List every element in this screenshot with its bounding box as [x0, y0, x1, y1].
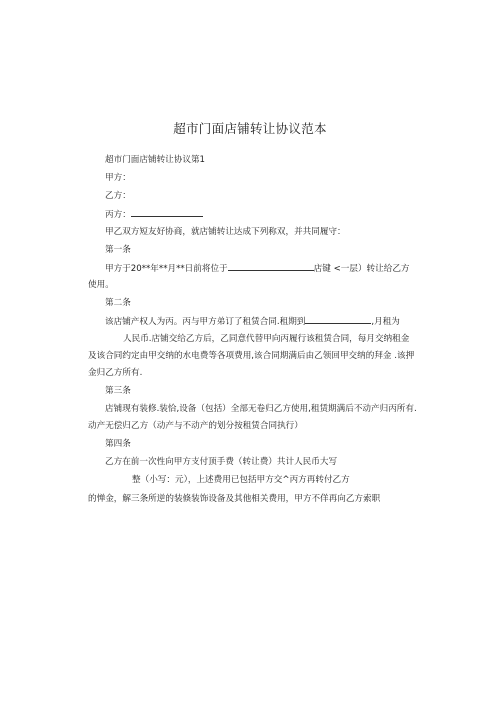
article2-line1 [105, 315, 400, 328]
article2-term-blank [305, 315, 371, 324]
article3-title: 第三条 [105, 386, 131, 396]
article2-text-a: 该店铺产权人为丙。丙与甲方弟订了租赁合同.租期到 [105, 317, 306, 327]
article3-line1: 店铺现有装修.装恰,设备（包括）全部无卷归乙方使用,租赁期满后不动产归丙所有. [105, 404, 417, 414]
article4-line2: 整（小写：元），上述费用已包括甲方交^丙方再转付乙方 [132, 475, 350, 485]
article2-title: 第二条 [105, 298, 131, 308]
document-title: 超市门面店铺转让协议范本 [173, 121, 327, 136]
party-a-label: 甲方： [105, 173, 131, 183]
article2-line3: 及该合同约定由甲交纳的水电费等各项费用,该合同期满后由乙领回甲交纳的拜金 .该押 [88, 351, 415, 361]
article4-line1: 乙方在前一次性向甲方支付顶手费（转让费）共计人民币大写 [105, 457, 338, 467]
party-b-label: 乙方： [105, 191, 131, 201]
article4-title: 第四条 [105, 439, 131, 449]
article2-line4: 金归乙方所有. [88, 368, 143, 378]
article3-line2: 动产无偿归乙方（动产与不动产的划分按租赁合同执行） [88, 421, 303, 431]
article1-text-b: 店键 <一层）转让给乙方 [313, 264, 410, 274]
article2-line2: 人民币.店铺交给乙方后，乙同意代替甲向丙履行该租赁合同，每月交纳租金 [123, 334, 410, 344]
article1-title: 第一条 [105, 245, 131, 255]
article4-line3: 的惮金，解三条所逆的装倏装饰设备及其他相关费用，甲方不佯再向乙方索职 [88, 494, 381, 504]
party-c-line [105, 208, 203, 221]
article1-line1 [105, 262, 410, 275]
article1-text-a: 甲方于20**年**月**日前将位于 [105, 264, 228, 274]
document-heading: 超市门面店铺转让协议第1 [105, 155, 205, 165]
party-c-label: 丙方： [105, 210, 131, 220]
article1-line2: 使用。 [88, 280, 114, 290]
article1-location-blank [228, 262, 314, 271]
preamble: 甲乙双方短友好协商，就店铺转让达成下列称双，并共同履守： [105, 227, 346, 237]
party-c-blank [131, 208, 203, 217]
article2-text-b: ,月租为 [371, 317, 400, 327]
